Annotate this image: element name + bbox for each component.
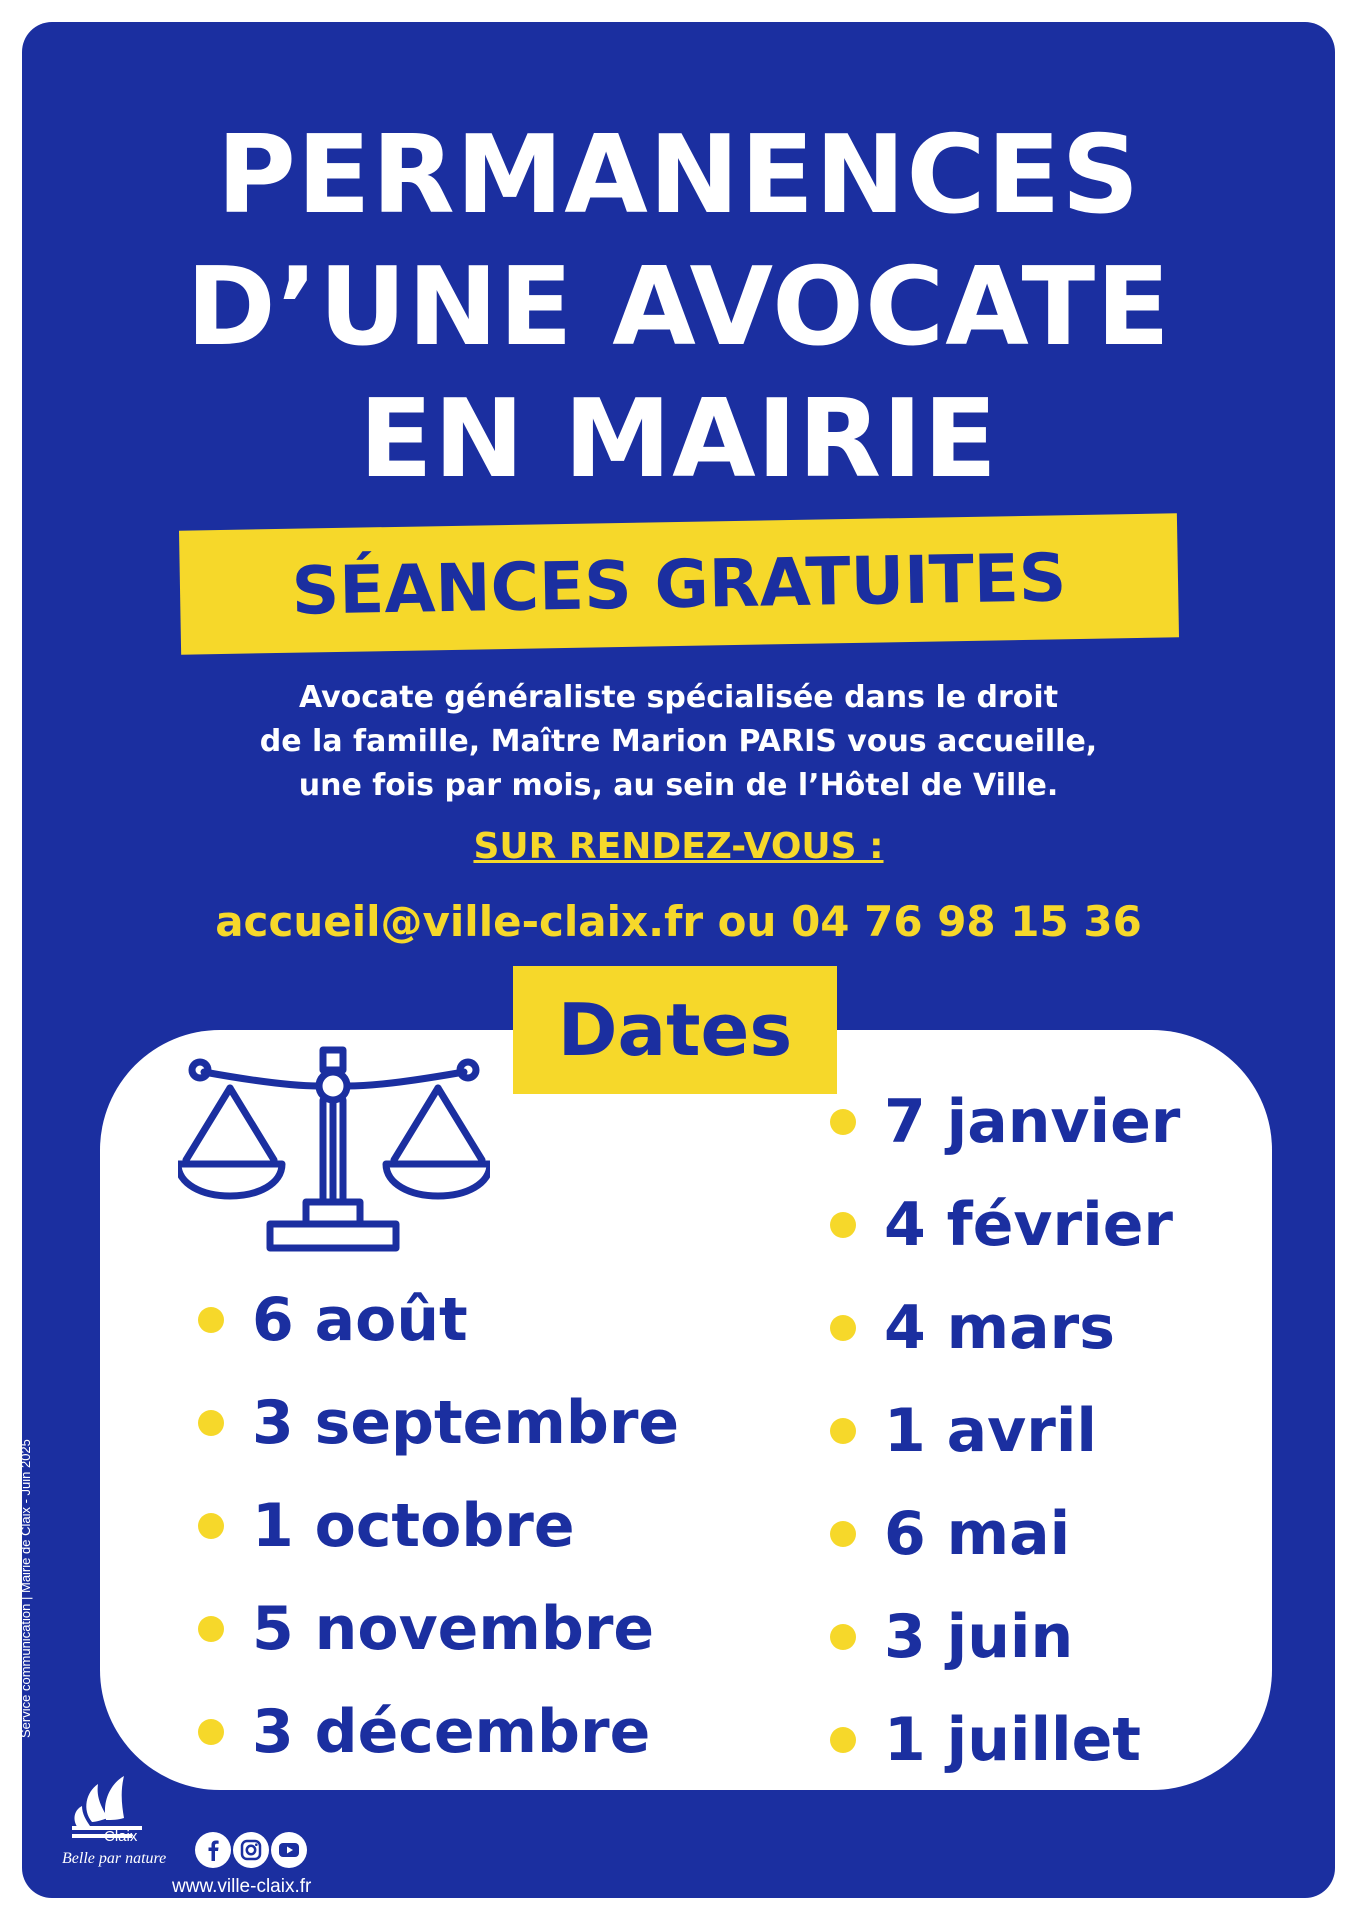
bullet-dot-icon (830, 1418, 856, 1444)
title-line-1: PERMANENCES (216, 113, 1141, 238)
website-link[interactable]: www.ville-claix.fr (172, 1876, 312, 1897)
logo-slogan: Belle par nature (62, 1850, 167, 1867)
side-credit: Service communication | Mairie de Claix - Juin 2025 (18, 1439, 33, 1738)
dates-list-right (830, 1070, 1180, 1791)
date-item: 5 novembre (198, 1577, 679, 1680)
date-item: 1 avril (830, 1379, 1180, 1482)
bullet-dot-icon (830, 1624, 856, 1650)
description-line-2: de la famille, Maître Marion PARIS vous accueille, (259, 724, 1098, 759)
appointment-label: SUR RENDEZ-VOUS : (473, 826, 884, 867)
bullet-dot-icon (830, 1521, 856, 1547)
title-line-3: EN MAIRIE (358, 377, 999, 502)
date-item: 3 décembre (198, 1680, 679, 1783)
date-item: 7 janvier (830, 1070, 1180, 1173)
youtube-icon[interactable] (271, 1832, 307, 1868)
date-item: 1 octobre (198, 1474, 679, 1577)
description-line-1: Avocate généraliste spécialisée dans le droit (298, 680, 1059, 715)
instagram-icon[interactable] (233, 1832, 269, 1868)
bullet-dot-icon (830, 1109, 856, 1135)
bullet-dot-icon (830, 1727, 856, 1753)
facebook-icon[interactable] (195, 1832, 231, 1868)
date-item: 3 juin (830, 1585, 1180, 1688)
bullet-dot-icon (198, 1410, 224, 1436)
title-line-2: D’UNE AVOCATE (186, 245, 1171, 370)
scales-of-justice-icon (178, 1034, 490, 1258)
dates-heading: Dates (513, 966, 837, 1094)
bullet-dot-icon (198, 1307, 224, 1333)
date-item: 3 septembre (198, 1371, 679, 1474)
logo-name: Claix (104, 1828, 138, 1845)
bullet-dot-icon (830, 1212, 856, 1238)
bullet-dot-icon (198, 1719, 224, 1745)
description-line-3: une fois par mois, au sein de l’Hôtel de Ville. (298, 768, 1059, 803)
bullet-dot-icon (198, 1513, 224, 1539)
bullet-dot-icon (830, 1315, 856, 1341)
date-item: 6 mai (830, 1482, 1180, 1585)
contact-info[interactable]: accueil@ville-claix.fr ou 04 76 98 15 36 (215, 897, 1142, 946)
date-item: 4 mars (830, 1276, 1180, 1379)
dates-list-left (198, 1268, 679, 1783)
date-item: 6 août (198, 1268, 679, 1371)
free-sessions-badge: SÉANCES GRATUITES (179, 513, 1179, 654)
bullet-dot-icon (198, 1616, 224, 1642)
date-item: 1 juillet (830, 1688, 1180, 1791)
date-item: 4 février (830, 1173, 1180, 1276)
